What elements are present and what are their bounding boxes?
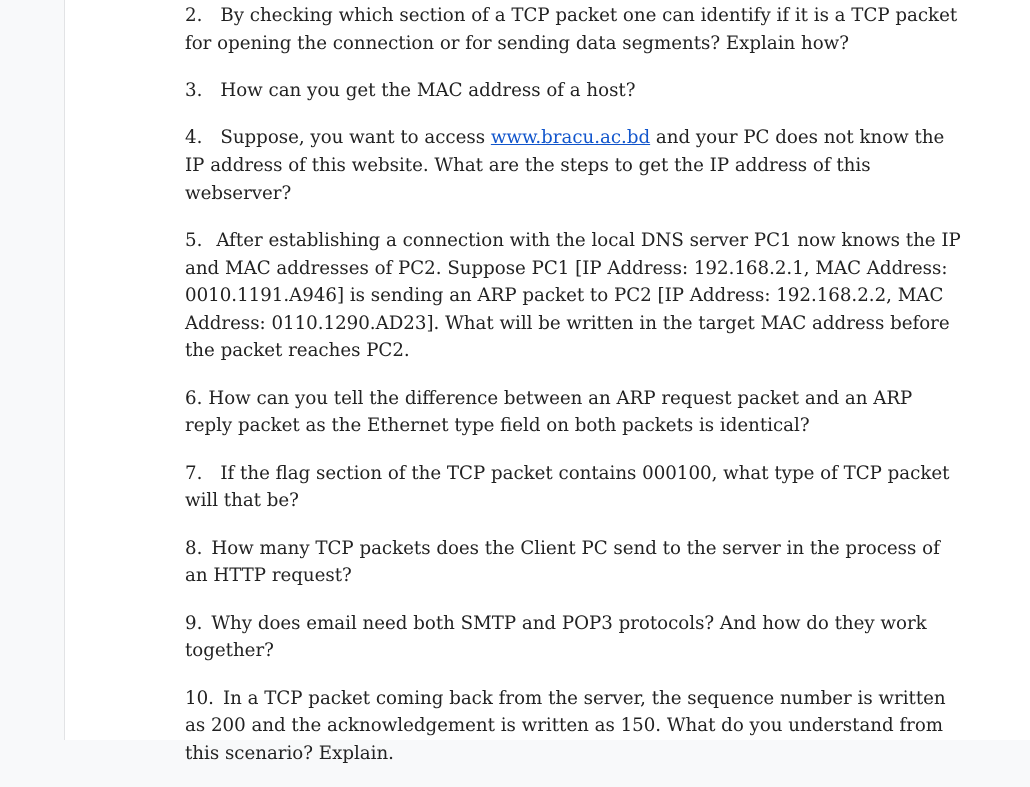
question-text-after-link: and your PC does not know the IP address of this website. What are the steps to get the IP address of this webserver? <box>185 127 945 204</box>
question-number: 2. <box>185 5 203 26</box>
question-number: 7. <box>185 462 203 484</box>
question-10 <box>185 685 965 768</box>
question-text: By checking which section of a TCP packet one can identify if it is a TCP packet for opening the connection or for sending data segments? Explain how? <box>185 5 958 54</box>
question-text: After establishing a connection with the local DNS server PC1 now knows the IP and MAC addresses of PC2. Suppose PC1 [IP Address: 192.168.2.1, MAC Address: 0010.1191.A946] is sending an ARP packet to PC2 [IP Address: 192.168.2.2, MAC Address: 0110.1290.AD23]. What will be written in the target MAC address before the packet reaches PC2. <box>185 229 961 362</box>
bracu-website-link[interactable]: www.bracu.ac.bd <box>490 127 651 149</box>
question-text: If the flag section of the TCP packet contains 000100, what type of TCP packet will that be? <box>185 462 950 512</box>
question-text-before-link: Suppose, you want to access <box>220 127 486 149</box>
question-9 <box>185 610 965 665</box>
question-number: 9. <box>185 612 203 634</box>
question-8 <box>185 535 965 590</box>
question-5 <box>185 227 965 365</box>
question-number: 8. <box>185 537 203 559</box>
question-text: In a TCP packet coming back from the server, the sequence number is written as 200 and the acknowledgement is written as 150. What do you understand from this scenario? Explain. <box>185 687 946 764</box>
question-2 <box>185 2 965 57</box>
question-number: 3. <box>185 79 203 101</box>
question-4 <box>185 124 965 207</box>
question-7 <box>185 460 965 515</box>
question-text: How can you get the MAC address of a host? <box>220 79 636 101</box>
question-number: 6. <box>185 387 203 409</box>
question-number: 5. <box>185 229 203 251</box>
question-text: Why does email need both SMTP and POP3 protocols? And how do they work together? <box>185 612 927 662</box>
question-number: 4. <box>185 127 203 149</box>
question-text: How can you tell the difference between an ARP request packet and an ARP reply packet as the Ethernet type field on both packets is identical? <box>185 387 913 437</box>
question-list <box>185 2 965 787</box>
question-text: How many TCP packets does the Client PC send to the server in the process of an HTTP request? <box>185 537 940 587</box>
document-page <box>64 0 1030 764</box>
question-3 <box>185 77 965 105</box>
question-number: 10. <box>185 687 214 709</box>
question-6 <box>185 385 965 440</box>
